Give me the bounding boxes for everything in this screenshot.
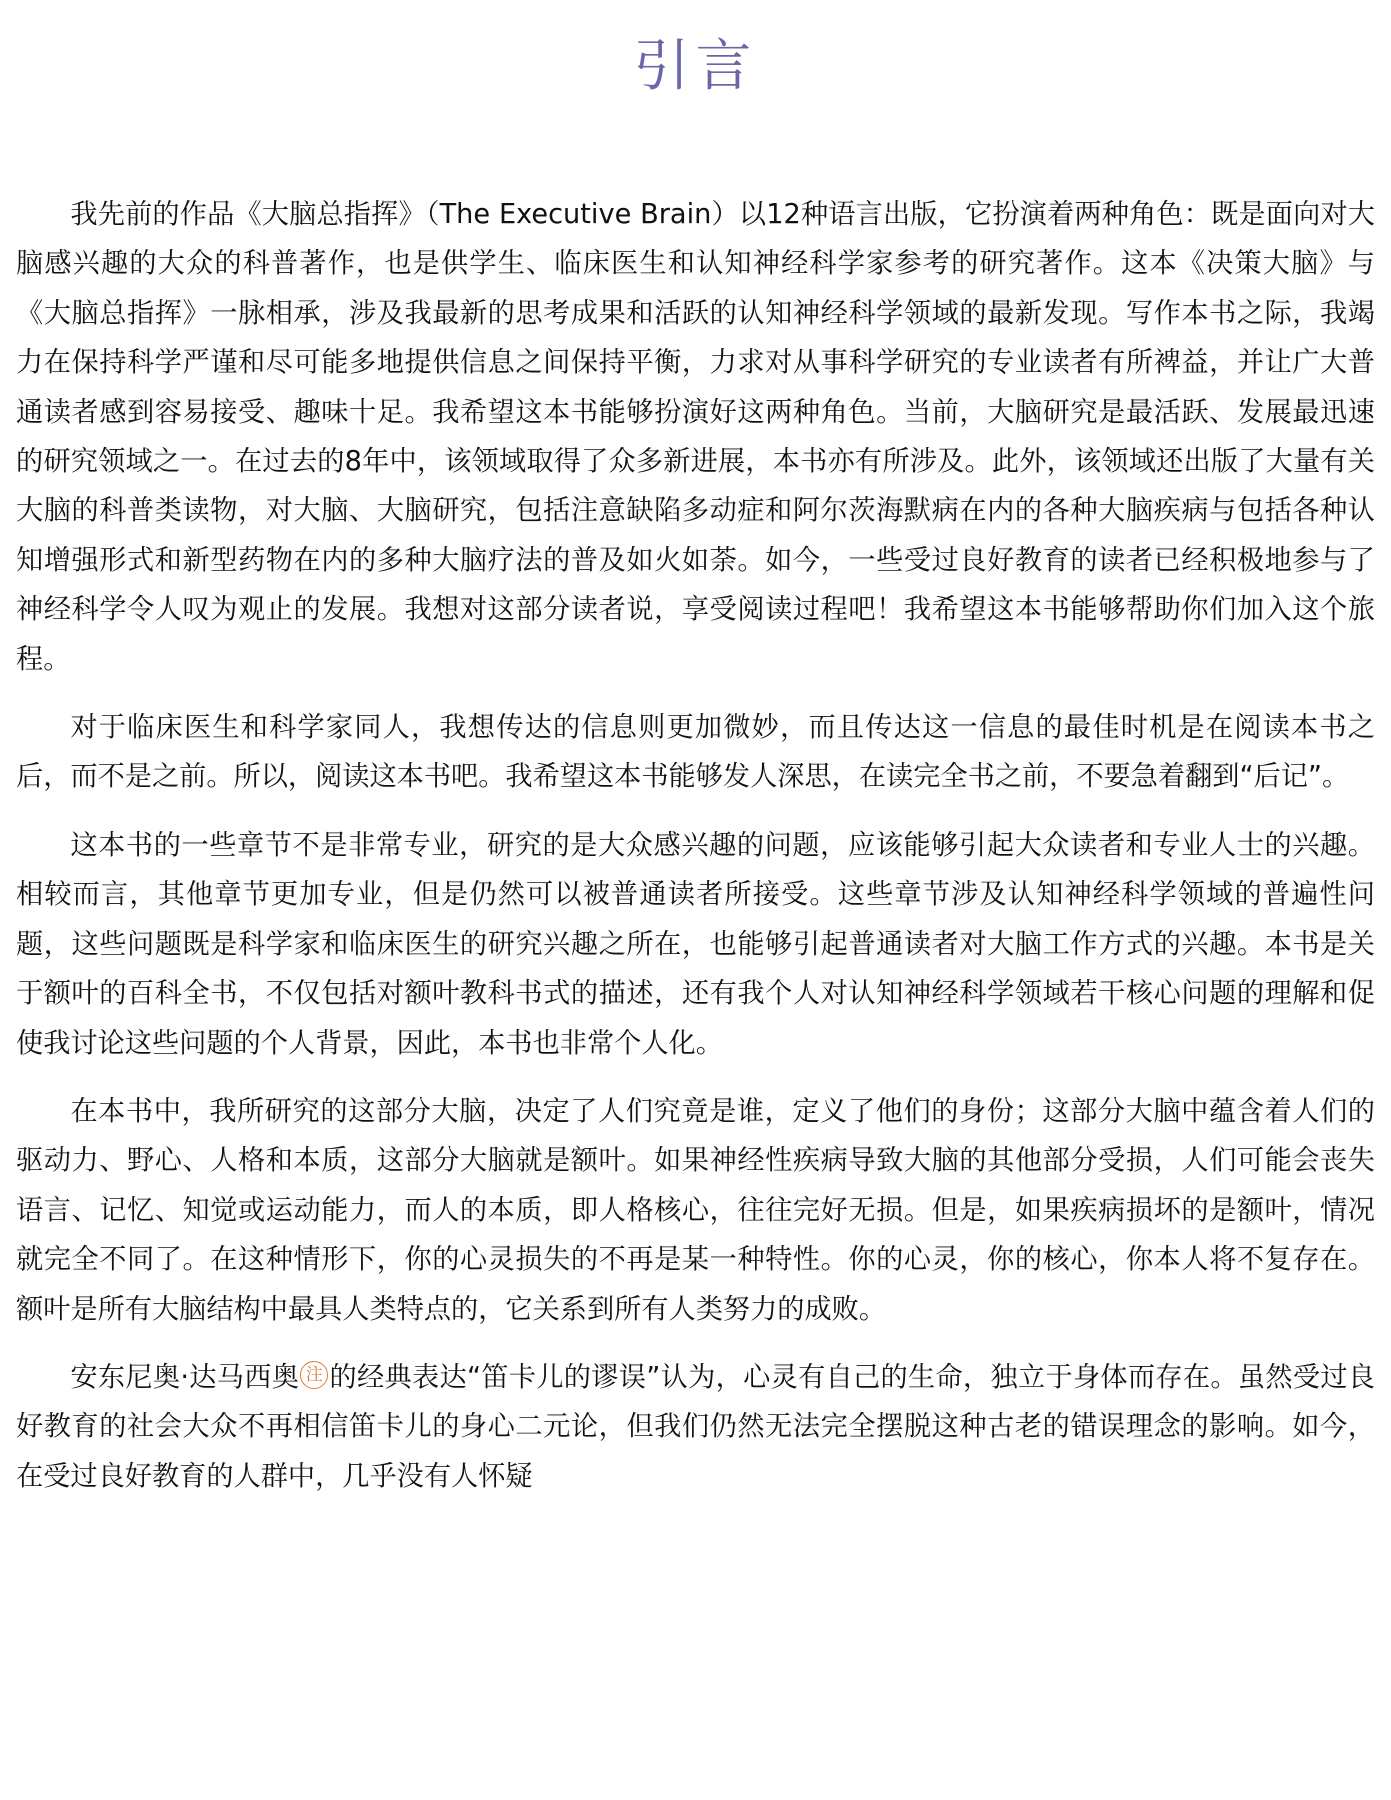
page-title: 引言 [633,34,758,99]
paragraph-text-after-note: 的经典表达“笛卡儿的谬误”认为，心灵有自己的生命，独立于身体而存在。虽然受过良好教育的社会大众不再相信笛卡儿的身心二元论，但我们仍然无法完全摆脱这种古老的错误理念的影响。如今，在受过良好教育的人群中，几乎没有人怀疑 [16,1361,1375,1492]
paragraph-text-before-note: 安东尼奥·达马西奥 [70,1361,300,1393]
paragraph: 对于临床医生和科学家同人，我想传达的信息则更加微妙，而且传达这一信息的最佳时机是在阅读本书之后，而不是之前。所以，阅读这本书吧。我希望这本书能够发人深思，在读完全书之前，不要急着翻到“后记”。 [16,712,1375,793]
paragraph: 在本书中，我所研究的这部分大脑，决定了人们究竟是谁，定义了他们的身份；这部分大脑中蕴含着人们的驱动力、野心、人格和本质，这部分大脑就是额叶。如果神经性疾病导致大脑的其他部分受损，人们可能会丧失语言、记忆、知觉或运动能力，而人的本质，即人格核心，往往完好无损。但是，如果疾病损坏的是额叶，情况就完全不同了。在这种情形下，你的心灵损失的不再是某一种特性。你的心灵，你的核心，你本人将不复存在。额叶是所有大脑结构中最具人类特点的，它关系到所有人类努力的成败。 [16,1095,1375,1325]
footnote-marker[interactable]: 注 [300,1361,328,1389]
paragraph: 这本书的一些章节不是非常专业，研究的是大众感兴趣的问题，应该能够引起大众读者和专业人士的兴趣。相较而言，其他章节更加专业，但是仍然可以被普通读者所接受。这些章节涉及认知神经科学领域的普遍性问题，这些问题既是科学家和临床医生的研究兴趣之所在，也能够引起普通读者对大脑工作方式的兴趣。本书是关于额叶的百科全书，不仅包括对额叶教科书式的描述，还有我个人对认知神经科学领域若干核心问题的理解和促使我讨论这些问题的个人背景，因此，本书也非常个人化。 [16,829,1375,1059]
paragraph: 我先前的作品《大脑总指挥》（The Executive Brain）以12种语言出版，它扮演着两种角色：既是面向对大脑感兴趣的大众的科普著作，也是供学生、临床医生和认知神经科学家参考的研究著作。这本《决策大脑》与《大脑总指挥》一脉相承，涉及我最新的思考成果和活跃的认知神经科学领域的最新发现。写作本书之际，我竭力在保持科学严谨和尽可能多地提供信息之间保持平衡，力求对从事科学研究的专业读者有所裨益，并让广大普通读者感到容易接受、趣味十足。我希望这本书能够扮演好这两种角色。当前，大脑研究是最活跃、发展最迅速的研究领域之一。在过去的8年中，该领域取得了众多新进展，本书亦有所涉及。此外，该领域还出版了大量有关大脑的科普类读物，对大脑、大脑研究，包括注意缺陷多动症和阿尔茨海默病在内的各种大脑疾病与包括各种认知增强形式和新型药物在内的多种大脑疗法的普及如火如荼。如今，一些受过良好教育的读者已经积极地参与了神经科学令人叹为观止的发展。我想对这部分读者说，享受阅读过程吧！我希望这本书能够帮助你们加入这个旅程。 [16,199,1375,675]
paragraph [16,1353,1375,1501]
body-text [16,190,1375,1520]
